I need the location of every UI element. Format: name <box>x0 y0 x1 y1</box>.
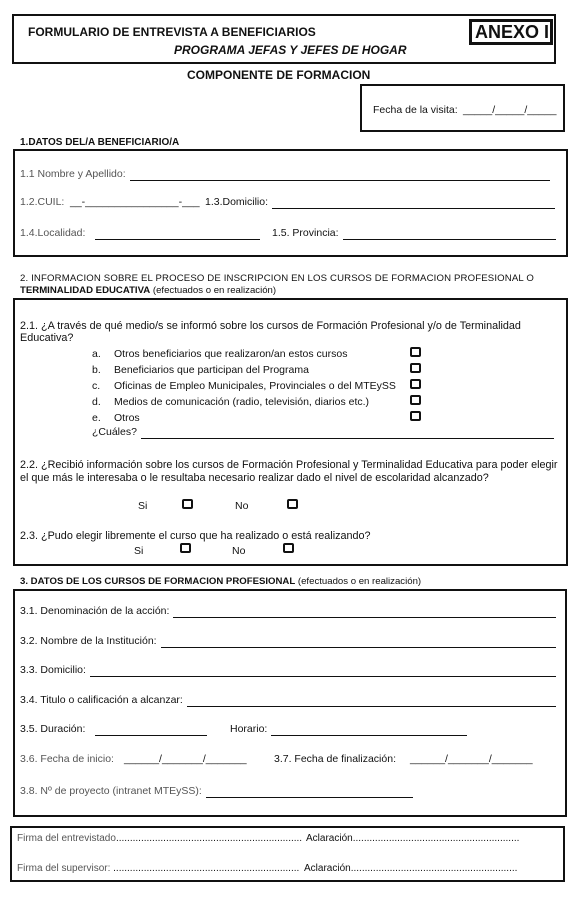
proyecto-field[interactable] <box>20 785 413 798</box>
institucion-field[interactable] <box>20 635 556 648</box>
duracion-field[interactable] <box>20 723 207 736</box>
annex-label: ANEXO II <box>475 22 555 42</box>
q3-no-checkbox[interactable] <box>283 543 294 553</box>
option-d-text: Medios de comunicación (radio, televisión, diarios etc.) <box>114 396 370 408</box>
aclaracion-1-label: Aclaración <box>306 833 353 844</box>
q1-line1: 2.1. ¿A través de qué medio/s se informó sobre los cursos de Formación Profesional y/o de Terminalidad <box>20 320 521 332</box>
q2-no-label: No <box>235 500 249 512</box>
denominacion-field[interactable] <box>20 605 556 618</box>
section1-title: 1.DATOS DEL/A BENEFICIARIO/A <box>20 137 180 148</box>
section3-title <box>20 575 421 588</box>
section2-title-normal: (efectuados o en realización) <box>152 285 277 296</box>
domicilio3-label: 3.3. Domicilio: <box>20 664 86 676</box>
domicilio-label: 1.3.Domicilio: <box>205 196 269 208</box>
q3-si-label: Si <box>134 545 144 557</box>
domicilio3-field[interactable] <box>20 664 556 677</box>
titulo-label: 3.4. Titulo o calificación a alcanzar: <box>20 694 183 706</box>
q2-si-checkbox[interactable] <box>182 499 193 509</box>
q3-si-checkbox[interactable] <box>180 543 191 553</box>
option-d-letter: d. <box>92 396 101 408</box>
option-e-text: Otros <box>114 412 140 424</box>
option-e-letter: e. <box>92 412 101 424</box>
q2-line2: el que más le interesaba o le resultaba necesario realizar dado el nivel de escolaridad alcanzado? <box>20 472 489 484</box>
q1-line2: Educativa? <box>20 332 74 344</box>
cuil-label: 1.2.CUIL: <box>20 196 65 208</box>
name-label: 1.1 Nombre y Apellido: <box>20 168 126 180</box>
domicilio-field[interactable] <box>205 196 555 209</box>
denominacion-label: 3.1. Denominación de la acción: <box>20 605 170 617</box>
entrevistado-label: Firma del entrevistado <box>17 833 116 844</box>
supervisor-row <box>17 862 299 875</box>
localidad-label: 1.4.Localidad: <box>20 227 86 239</box>
horario-label: Horario: <box>230 723 268 735</box>
option-a-checkbox[interactable] <box>410 347 421 357</box>
option-d-checkbox[interactable] <box>410 395 421 405</box>
entrevistado-row <box>17 832 302 845</box>
titulo-field[interactable] <box>20 694 556 707</box>
entrevistado-signature-line[interactable]: ................................................................... <box>115 833 303 844</box>
option-b-letter: b. <box>92 364 101 376</box>
cuales-label: ¿Cuáles? <box>92 426 137 438</box>
option-c-letter: c. <box>92 380 101 392</box>
option-c-checkbox[interactable] <box>410 379 421 389</box>
proyecto-label: 3.8. Nº de proyecto (intranet MTEySS): <box>20 785 202 797</box>
section3-title-normal: (efectuados o en realización) <box>297 576 422 587</box>
q3-no-label: No <box>232 545 246 557</box>
option-c-text: Oficinas de Empleo Municipales, Provinciales o del MTEySS <box>114 380 396 392</box>
form-title: FORMULARIO DE ENTREVISTA A BENEFICIARIOS <box>28 25 316 39</box>
cuales-field[interactable] <box>92 426 554 439</box>
horario-field[interactable] <box>230 723 467 736</box>
localidad-field[interactable] <box>20 227 260 240</box>
q3-text: 2.3. ¿Pudo elegir libremente el curso que ha realizado o está realizando? <box>20 530 371 542</box>
component-title: COMPONENTE DE FORMACION <box>187 68 371 82</box>
section3-title-bold: 3. DATOS DE LOS CURSOS DE FORMACION PROFESIONAL <box>20 576 296 587</box>
supervisor-signature-line[interactable]: ................................................................... <box>113 863 300 874</box>
finalizacion-field[interactable]: ______/_______/_______ <box>410 753 533 765</box>
q2-si-label: Si <box>138 500 148 512</box>
q2-no-checkbox[interactable] <box>287 499 298 509</box>
inicio-field[interactable]: ______/_______/_______ <box>124 753 247 765</box>
option-a-text: Otros beneficiarios que realizaron/an estos cursos <box>114 348 348 360</box>
name-field[interactable] <box>20 168 550 181</box>
cuil-field[interactable]: __-________________-___ <box>70 196 200 208</box>
aclaracion-2-row <box>304 862 517 875</box>
provincia-field[interactable] <box>272 227 556 240</box>
supervisor-label: Firma del supervisor: <box>17 863 111 874</box>
program-name: PROGRAMA JEFAS Y JEFES DE HOGAR <box>174 43 407 57</box>
duracion-label: 3.5. Duración: <box>20 723 86 735</box>
option-b-text: Beneficiarios que participan del Programa <box>114 364 309 376</box>
inicio-label: 3.6. Fecha de inicio: <box>20 753 114 765</box>
aclaracion-2-label: Aclaración <box>304 863 351 874</box>
aclaracion-2-line[interactable]: ............................................................ <box>350 863 518 874</box>
aclaracion-1-row <box>306 832 519 845</box>
finalizacion-label: 3.7. Fecha de finalización: <box>274 753 396 765</box>
aclaracion-1-line[interactable]: ............................................................ <box>352 833 520 844</box>
provincia-label: 1.5. Provincia: <box>272 227 339 239</box>
visit-date-field[interactable]: _____/_____/_____ <box>463 104 557 116</box>
option-e-checkbox[interactable] <box>410 411 421 421</box>
section2-title-bold: TERMINALIDAD EDUCATIVA <box>20 285 151 296</box>
option-a-letter: a. <box>92 348 101 360</box>
institucion-label: 3.2. Nombre de la Institución: <box>20 635 157 647</box>
q2-line1: 2.2. ¿Recibió información sobre los cursos de Formación Profesional y Terminalidad Educativa para poder elegir <box>20 459 558 471</box>
section2-title-line1: 2. INFORMACION SOBRE EL PROCESO DE INSCRIPCION EN LOS CURSOS DE FORMACION PROFESIONAL O <box>20 273 534 284</box>
option-b-checkbox[interactable] <box>410 363 421 373</box>
section2-title-line2 <box>20 284 276 297</box>
visit-date-label: Fecha de la visita: <box>373 104 458 116</box>
